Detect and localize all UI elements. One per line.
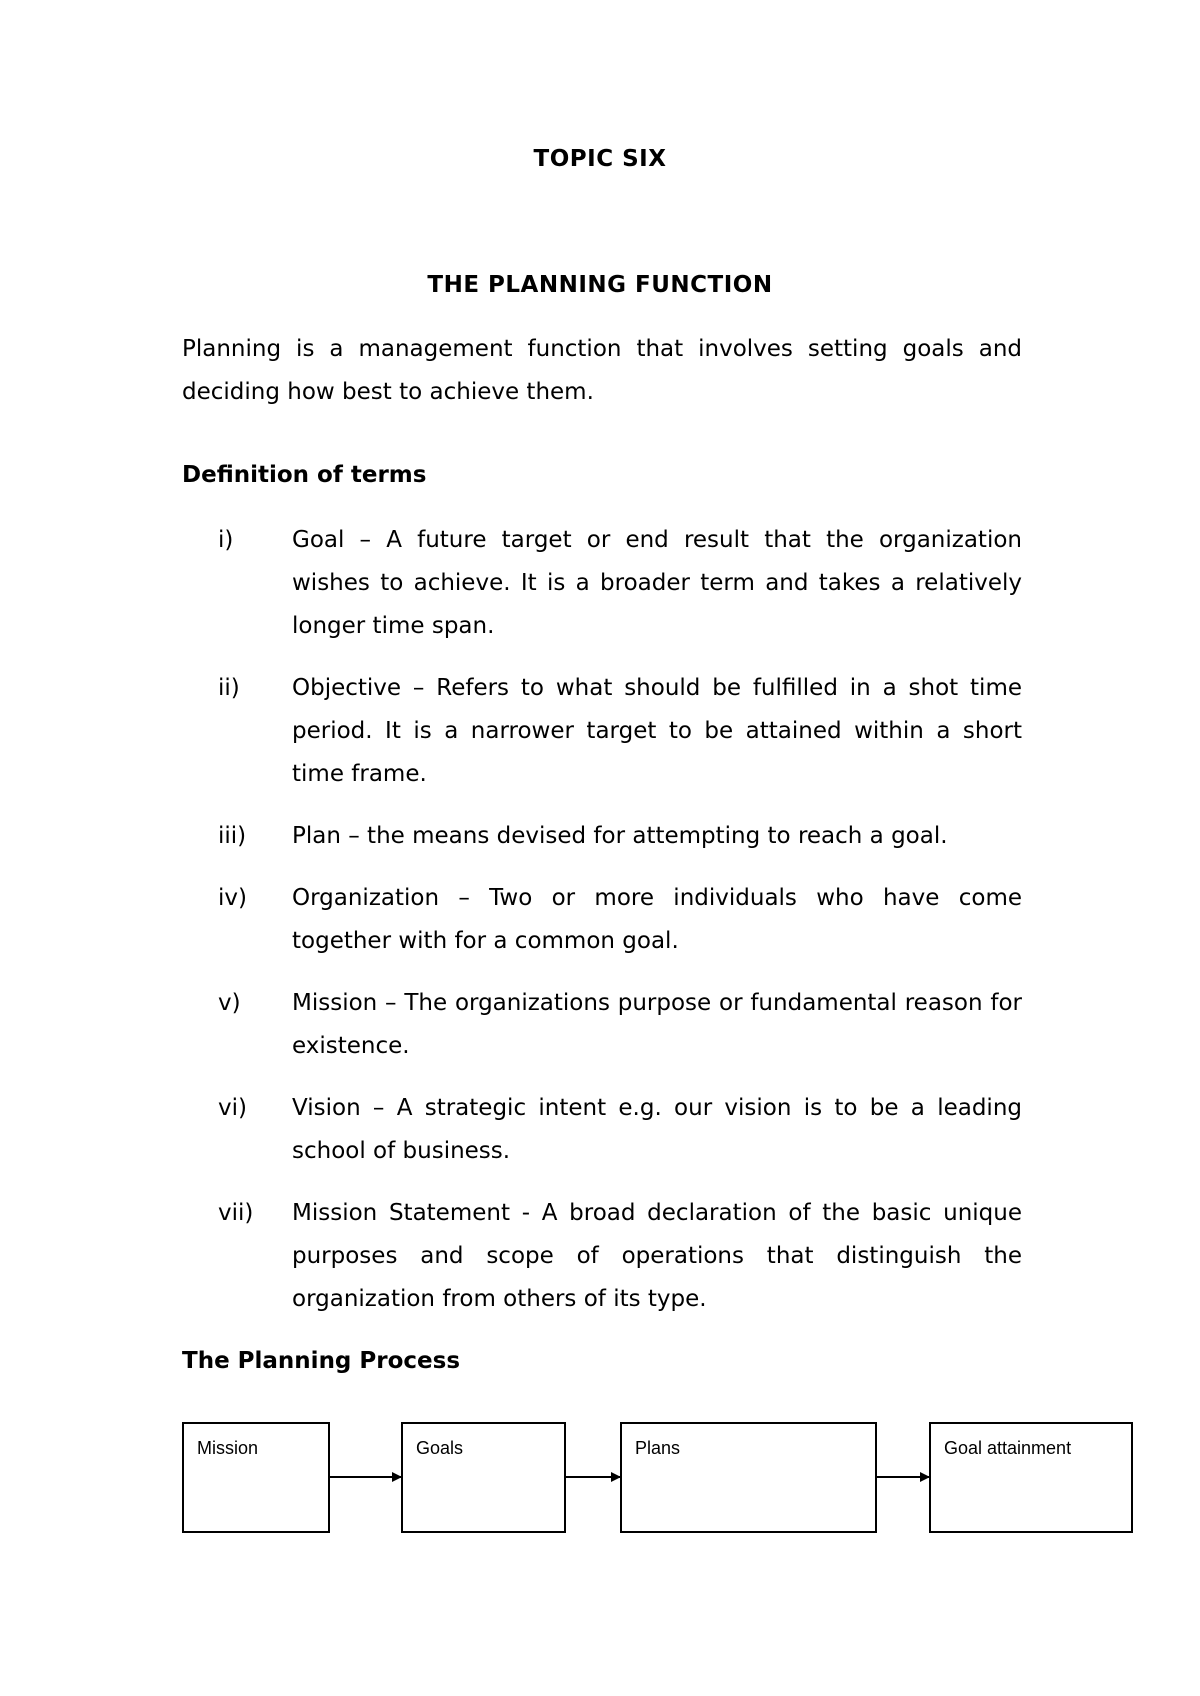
term-number: v) [218,990,241,1016]
process-box-label: Mission [197,1438,259,1458]
term-item [182,815,1022,858]
term-text: Mission – The organizations purpose or fundamental reason for existence. [292,990,1022,1059]
process-box-goals [401,1422,566,1533]
term-text: Organization – Two or more individuals who have come together with for a common goal. [292,885,1022,954]
term-number: iii) [218,823,247,849]
term-number: ii) [218,675,240,701]
process-box-label: Goals [416,1438,464,1458]
process-box-goal-attainment [929,1422,1133,1533]
intro-paragraph: Planning is a management function that involves setting goals and deciding how best to achieve them. [182,336,1022,405]
term-text: Vision – A strategic intent e.g. our vision is to be a leading school of business. [292,1095,1022,1164]
term-item [182,1192,1022,1321]
term-item [182,519,1022,648]
term-number: vi) [218,1095,247,1121]
process-box-plans [620,1422,877,1533]
term-item [182,1087,1022,1173]
term-text: Goal – A future target or end result that the organization wishes to achieve. It is a broader term and takes a relatively longer time span. [292,527,1022,639]
term-text: Objective – Refers to what should be fulfilled in a shot time period. It is a narrower target to be attained within a short time frame. [292,675,1022,787]
term-item [182,877,1022,963]
term-text: Mission Statement - A broad declaration of the basic unique purposes and scope of operations that distinguish the organization from others of its type. [292,1200,1022,1312]
definitions-heading: Definition of terms [182,462,427,488]
process-box-mission [182,1422,330,1533]
term-item [182,982,1022,1068]
term-item [182,667,1022,796]
process-box-label: Goal attainment [944,1438,1072,1458]
term-number: i) [218,527,234,553]
process-box-label: Plans [635,1438,681,1458]
topic-heading: TOPIC SIX [533,146,667,172]
process-heading: The Planning Process [182,1348,461,1374]
page-title: THE PLANNING FUNCTION [427,272,773,298]
terms-list [182,519,1022,1340]
term-text: Plan – the means devised for attempting to reach a goal. [292,823,948,849]
term-number: vii) [218,1200,254,1226]
term-number: iv) [218,885,247,911]
